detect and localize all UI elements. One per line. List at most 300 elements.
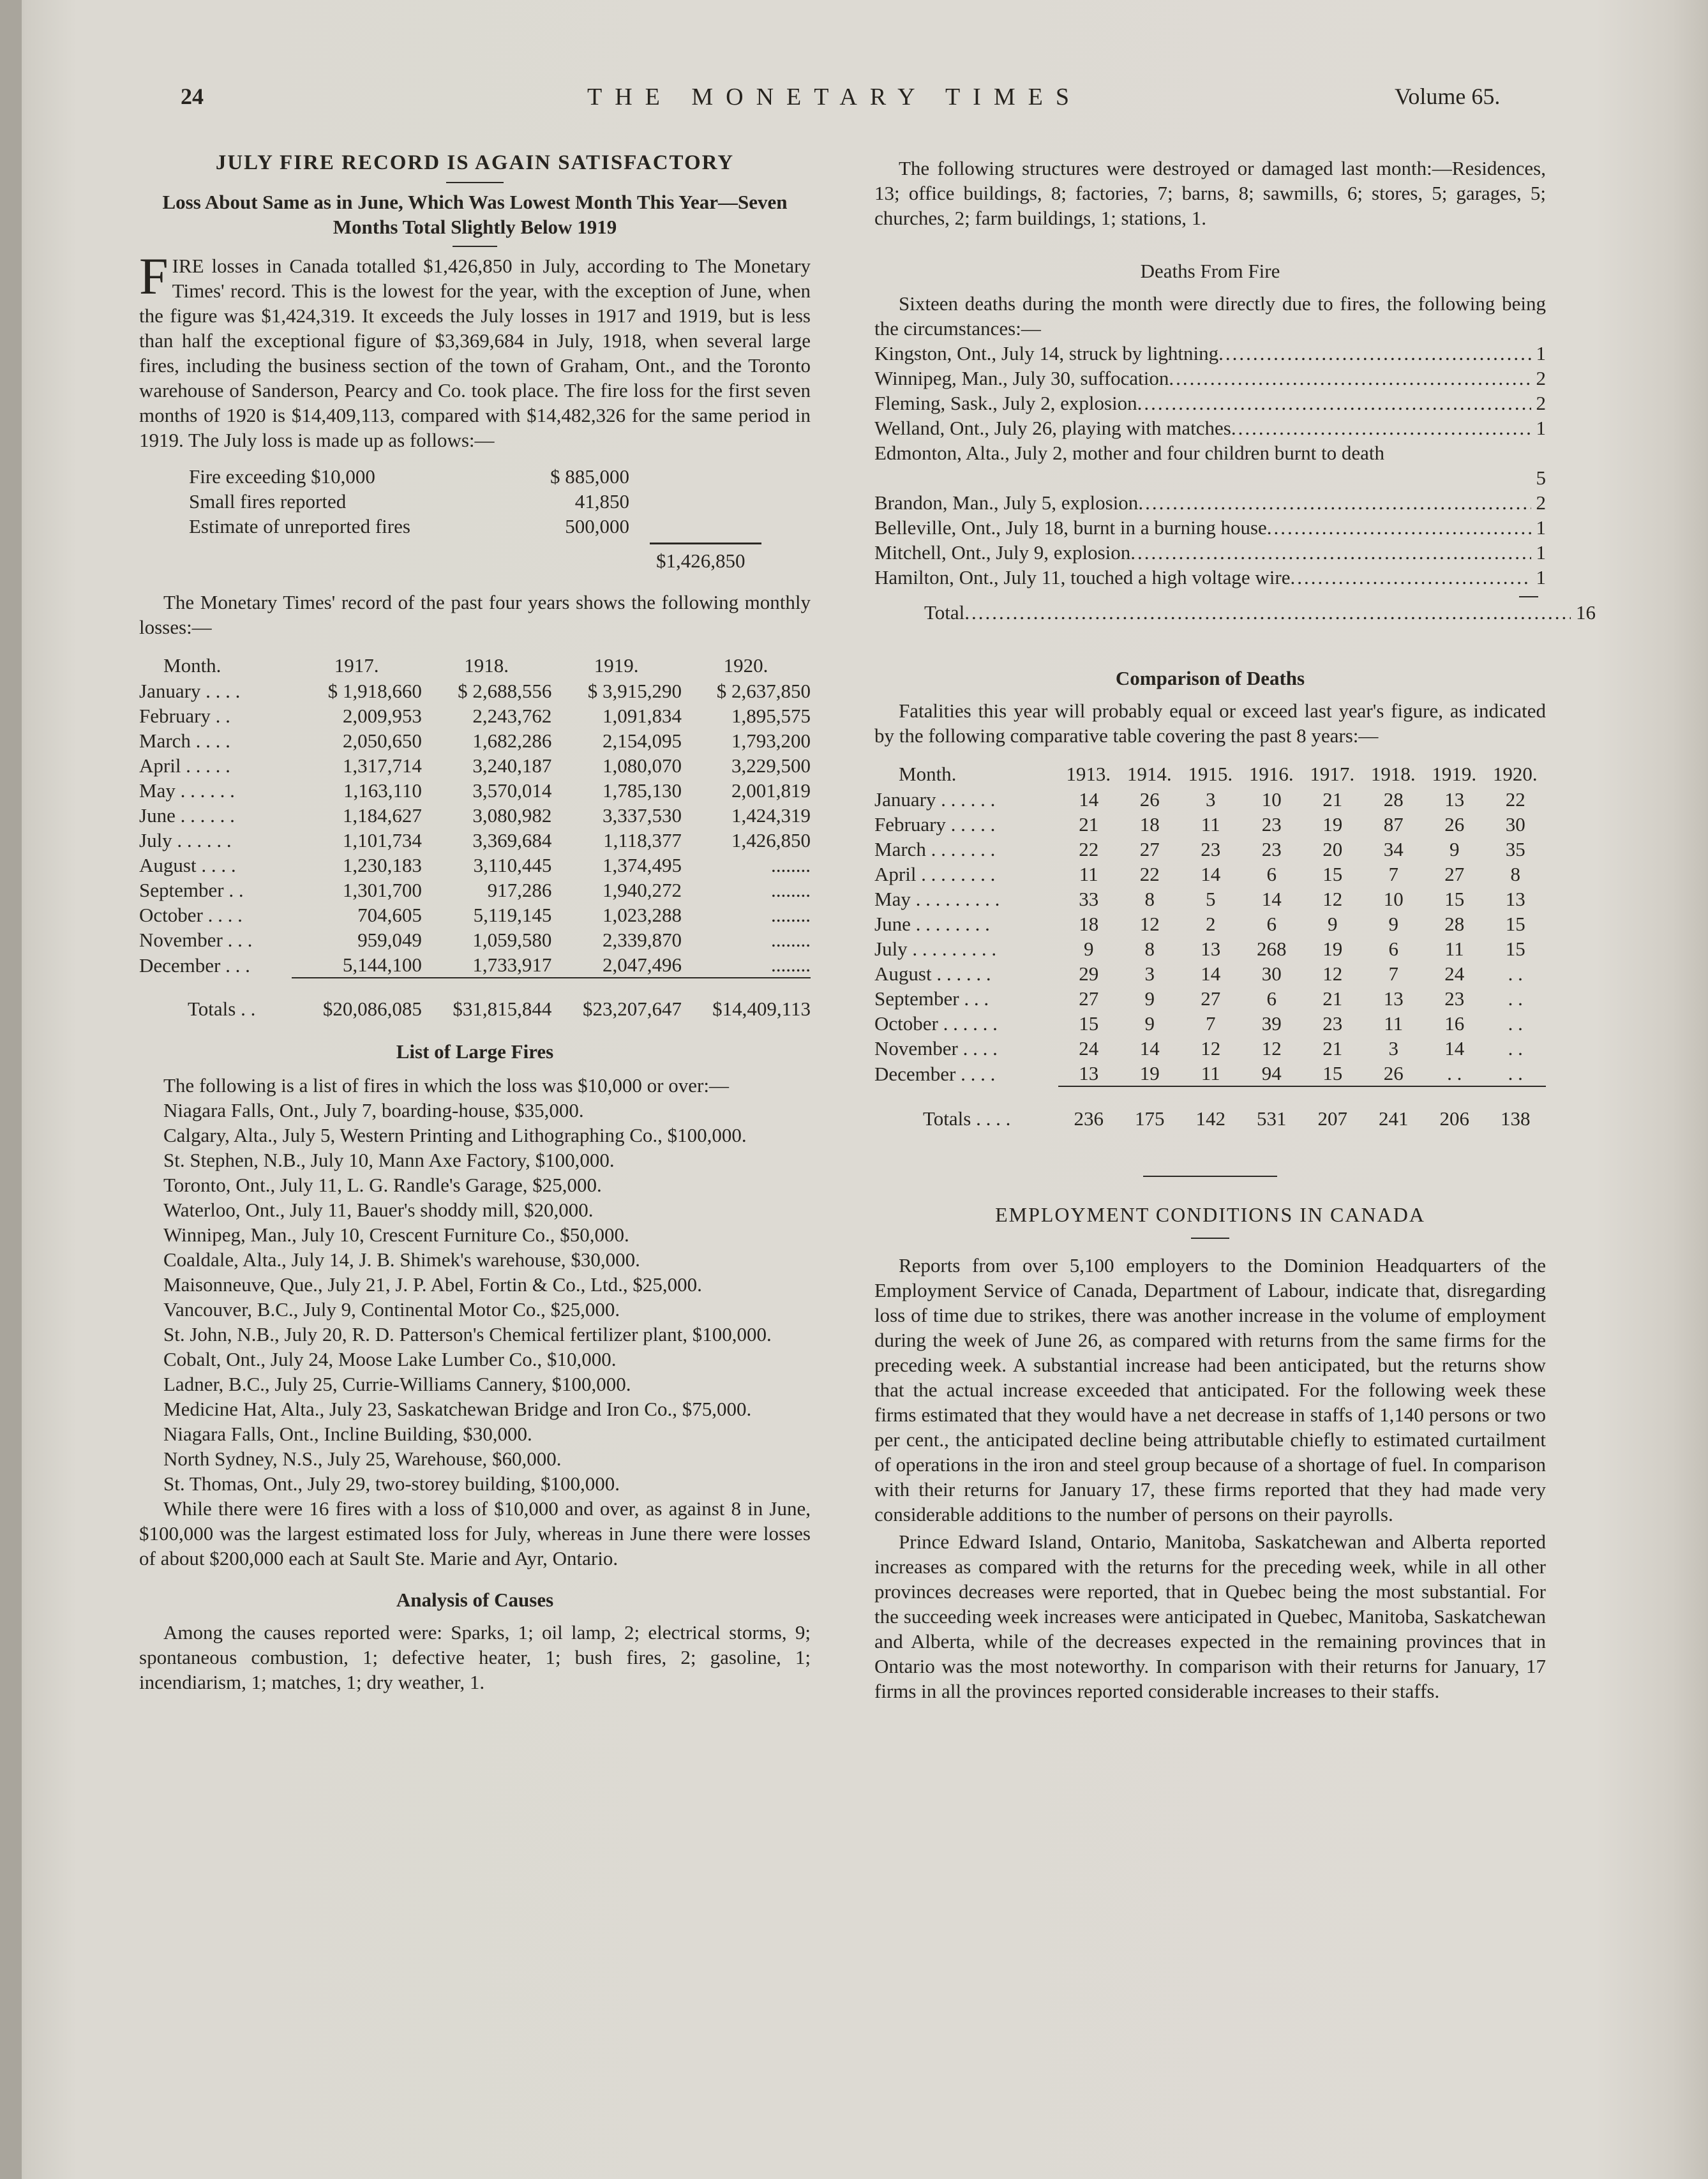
death-circumstance: Welland, Ont., July 26, playing with matches	[874, 417, 1231, 439]
comparison-value-cell: 6	[1266, 863, 1277, 885]
death-entry	[874, 341, 1546, 366]
comparison-value-cell: 11	[1079, 863, 1098, 885]
comparison-value-cell: 24	[1079, 1037, 1099, 1060]
monthly-row	[139, 878, 811, 902]
dot-leader	[1130, 540, 1531, 565]
deaths-intro: Sixteen deaths during the month were directly due to fires, the following being the circumstances:—	[874, 292, 1546, 340]
monthly-value-cell: 1,940,272	[602, 879, 682, 901]
deaths-total-label: Total	[924, 601, 965, 624]
comparison-value-cell: 15	[1322, 1062, 1343, 1084]
breakdown-value: $ 885,000	[550, 465, 629, 488]
comparison-value-cell: 14	[1201, 863, 1221, 885]
comparison-value-cell: 21	[1322, 1037, 1343, 1060]
comparison-value-cell: 22	[1079, 838, 1099, 860]
article-separator	[1143, 1176, 1277, 1177]
comparison-value-cell: 9	[1327, 913, 1338, 935]
comparison-value-cell: 23	[1261, 813, 1282, 835]
monthly-header-cell: 1920.	[723, 654, 768, 677]
monthly-value-cell: ........	[771, 854, 811, 876]
death-circumstance: Kingston, Ont., July 14, struck by lightning	[874, 342, 1219, 364]
structures-text: The following structures were destroyed or damaged last month:—Residences, 13; office buildings, 8; factories, 7; barns, 8; sawmills, 6; stores, 5; garages, 5; churches, 2; farm buildings, 1; stations, 1.	[874, 157, 1546, 229]
dot-leader	[1137, 391, 1531, 416]
comparison-value-cell: 21	[1322, 987, 1343, 1010]
publication-title: THE MONETARY TIMES	[587, 84, 1082, 110]
monthly-month-cell: January . . . .	[139, 680, 241, 702]
comparison-total-cell: 207	[1302, 1086, 1363, 1131]
large-fire-item: Medicine Hat, Alta., July 23, Saskatchewan Bridge and Iron Co., $75,000.	[163, 1398, 752, 1420]
intro-text: IRE losses in Canada totalled $1,426,850 in July, according to The Monetary Times' record. This is the lowest for the year, with the exception of June, when the figure was $1,424,319. It exceeds the July losses in 1917 and 1919, but is less than half the exceptional figure of $3,369,684 in July, 1918, when several large fires, including the business section of the town of Graham, Ont., and the Toronto warehouse of Sanderson, Pearcy and Co. took place. The fire loss for the first seven months of 1920 is $14,409,113, compared with $14,482,326 for the same period in 1919. The July loss is made up as follows:—	[139, 255, 811, 451]
death-circumstance: Belleville, Ont., July 18, burnt in a burning house	[874, 516, 1267, 539]
comparison-value-cell: 26	[1444, 813, 1465, 835]
monthly-month-cell: March . . . .	[139, 730, 230, 752]
comparison-value-cell: 19	[1322, 813, 1343, 835]
large-fire-item: Coaldale, Alta., July 14, J. B. Shimek's warehouse, $30,000.	[163, 1248, 640, 1271]
comparison-value-cell: 22	[1139, 863, 1160, 885]
comparison-header-cell: 1920.	[1492, 763, 1538, 785]
comparison-value-cell: 11	[1444, 938, 1464, 960]
monthly-value-cell: 2,009,953	[342, 705, 422, 727]
monthly-value-cell: 1,101,734	[342, 829, 422, 851]
monthly-value-cell: 1,793,200	[731, 730, 811, 752]
comparison-value-cell: 12	[1139, 913, 1160, 935]
large-fires-note: While there were 16 fires with a loss of $10,000 and over, as against 8 in June, $100,000 was the largest estimated loss for July, whereas in June there were losses of about $200,000 each at Sault Ste. Marie and Ayr, Ontario.	[139, 1497, 811, 1569]
large-fire-item: Toronto, Ont., July 11, L. G. Randle's Garage, $25,000.	[163, 1174, 602, 1196]
large-fire-item: St. Thomas, Ont., July 29, two-storey building, $100,000.	[163, 1472, 620, 1495]
comparison-row	[874, 936, 1546, 961]
comparison-row	[874, 837, 1546, 862]
large-fire-item: Ladner, B.C., July 25, Currie-Williams Cannery, $100,000.	[163, 1373, 631, 1395]
comparison-value-cell: 35	[1505, 838, 1525, 860]
monthly-value-cell: 3,110,445	[473, 854, 552, 876]
comparison-month-cell: July . . . . . . . . .	[874, 938, 997, 960]
comparison-value-cell: 26	[1139, 788, 1160, 811]
monthly-value-cell: 1,184,627	[342, 804, 422, 827]
monthly-month-cell: October . . . .	[139, 904, 243, 926]
monthly-value-cell: $ 2,637,850	[716, 680, 811, 702]
monthly-value-cell: 1,317,714	[342, 754, 422, 777]
comparison-row	[874, 862, 1546, 887]
monthly-month-cell: September . .	[139, 879, 244, 901]
monthly-value-cell: 1,424,319	[731, 804, 811, 827]
comparison-value-cell: 13	[1079, 1062, 1099, 1084]
dot-leader	[1138, 490, 1531, 515]
comparison-value-cell: 28	[1444, 913, 1465, 935]
comparison-value-cell: 14	[1079, 788, 1099, 811]
monthly-row	[139, 753, 811, 778]
comparison-value-cell: 12	[1322, 888, 1343, 910]
monthly-value-cell: 2,154,095	[602, 730, 682, 752]
comparison-value-cell: 7	[1388, 962, 1398, 985]
comparison-value-cell: 19	[1139, 1062, 1160, 1084]
monthly-value-cell: $ 3,915,290	[587, 680, 682, 702]
comparison-value-cell: . .	[1508, 1012, 1523, 1035]
employment-paragraph-2: Prince Edward Island, Ontario, Manitoba, Saskatchewan and Alberta reported increases as compared with the returns for the preceding week, while in all other provinces decreases were reported, that in Quebec being the most substantial. For the succeeding week increases were anticipated in Quebec, Manitoba, Saskatchewan and Alberta, while of the decreases expected in the remaining provinces that in Ontario was the most noteworthy. In comparison with their returns for January, 17 firms in all the provinces reported considerable increases to their staffs.	[874, 1531, 1546, 1702]
monthly-row	[139, 778, 811, 803]
monthly-value-cell: 1,426,850	[731, 829, 811, 851]
death-count: 1	[1536, 417, 1546, 439]
comparison-value-cell: 29	[1079, 962, 1099, 985]
death-count: 1	[1536, 342, 1546, 364]
comparison-value-cell: 39	[1261, 1012, 1282, 1035]
comparison-heading: Comparison of Deaths	[1115, 667, 1305, 689]
monthly-totals-label: Totals . .	[188, 997, 256, 1020]
monthly-losses-table	[139, 652, 811, 1021]
large-fires-intro: The following is a list of fires in which the loss was $10,000 or over:—	[163, 1074, 729, 1097]
employment-paragraph-1: Reports from over 5,100 employers to the Dominion Headquarters of the Employment Service of Canada, Department of Labour, indicate that, disregarding loss of time due to strikes, there was another increase in the volume of employment during the week of June 26, as compared with returns from the same firms for the preceding week. A substantial increase had been anticipated, but the returns show that the actual increase exceeded that anticipated. For the following week these firms estimated that they would have a net decrease in staffs of 1,140 persons or two per cent., the anticipated decline being attributable chiefly to estimated curtailment of operations in the iron and steel group because of a shortage of fuel. In comparison with their returns for January 17, these firms reported that they had made very considerable additions to the number of persons on their payrolls.	[874, 1254, 1546, 1525]
comparison-month-cell: April . . . . . . . .	[874, 863, 996, 885]
death-count: 1	[1536, 566, 1546, 588]
death-count: 1	[1536, 541, 1546, 564]
dot-leader	[1290, 565, 1531, 590]
breakdown-label: Small fires reported	[189, 490, 347, 513]
comparison-month-cell: August . . . . . .	[874, 962, 991, 985]
employment-title: EMPLOYMENT CONDITIONS IN CANADA	[995, 1203, 1425, 1226]
comparison-row	[874, 1011, 1546, 1036]
monthly-value-cell: 3,337,530	[602, 804, 682, 827]
breakdown-label: Estimate of unreported fires	[189, 515, 410, 537]
monthly-row	[139, 853, 811, 878]
death-circumstance: Hamilton, Ont., July 11, touched a high voltage wire	[874, 566, 1291, 588]
volume-label: Volume 65.	[1395, 84, 1501, 109]
monthly-value-cell: ........	[771, 904, 811, 926]
death-entry	[874, 440, 1546, 489]
comparison-row	[874, 1036, 1546, 1061]
comparison-row	[874, 961, 1546, 986]
breakdown-sum-rule	[650, 543, 761, 544]
monthly-value-cell: 704,605	[357, 904, 422, 926]
comparison-value-cell: 15	[1444, 888, 1465, 910]
monthly-header-cell: 1917.	[334, 654, 379, 677]
comparison-value-cell: 94	[1261, 1062, 1282, 1084]
large-fire-item: Winnipeg, Man., July 10, Crescent Furniture Co., $50,000.	[163, 1224, 629, 1246]
monthly-value-cell: 3,369,684	[472, 829, 552, 851]
comparison-value-cell: 6	[1388, 938, 1398, 960]
monthly-header-cell: 1918.	[464, 654, 509, 677]
deaths-total-row	[874, 600, 1596, 625]
comparison-value-cell: 6	[1266, 987, 1277, 1010]
comparison-value-cell: 11	[1201, 1062, 1220, 1084]
monthly-value-cell: ........	[771, 879, 811, 901]
comparison-value-cell: 19	[1322, 938, 1343, 960]
comparison-header-cell: 1914.	[1127, 763, 1172, 785]
comparison-value-cell: 21	[1079, 813, 1099, 835]
monthly-total-cell: $14,409,113	[682, 978, 811, 1021]
comparison-value-cell: 14	[1444, 1037, 1465, 1060]
monthly-value-cell: 2,001,819	[731, 779, 811, 802]
comparison-totals-label: Totals . . . .	[923, 1107, 1011, 1130]
monthly-row	[139, 728, 811, 753]
comparison-value-cell: 18	[1079, 913, 1099, 935]
death-entry	[874, 515, 1546, 540]
comparison-value-cell: 10	[1383, 888, 1404, 910]
comparison-value-cell: . .	[1508, 987, 1523, 1010]
comparison-value-cell: 24	[1444, 962, 1465, 985]
monthly-value-cell: 2,243,762	[472, 705, 552, 727]
monthly-total-cell: $20,086,085	[292, 978, 422, 1021]
comparison-value-cell: 14	[1261, 888, 1282, 910]
comparison-value-cell: 9	[1449, 838, 1460, 860]
large-fire-item: Cobalt, Ont., July 24, Moose Lake Lumber Co., $10,000.	[163, 1348, 617, 1370]
comparison-header-cell: 1919.	[1432, 763, 1477, 785]
monthly-row	[139, 703, 811, 728]
monthly-value-cell: 1,230,183	[342, 854, 422, 876]
comparison-header-cell: 1915.	[1188, 763, 1233, 785]
comparison-month-cell: February . . . . .	[874, 813, 996, 835]
comparison-value-cell: 10	[1261, 788, 1282, 811]
monthly-value-cell: 3,240,187	[472, 754, 552, 777]
deaths-sum-rule	[1519, 596, 1538, 597]
death-count: 2	[1536, 392, 1546, 414]
monthly-month-cell: February . .	[139, 705, 230, 727]
comparison-intro: Fatalities this year will probably equal or exceed last year's figure, as indicated by the following comparative table covering the past 8 years:—	[874, 700, 1546, 747]
comparison-value-cell: 15	[1505, 938, 1525, 960]
death-entry	[874, 565, 1546, 590]
comparison-value-cell: 5	[1205, 888, 1216, 910]
article-subtitle: Loss About Same as in June, Which Was Lowest Month This Year—Seven Months Total Slightly Below 1919	[162, 191, 788, 238]
comparison-value-cell: 14	[1139, 1037, 1160, 1060]
comparison-month-cell: May . . . . . . . . .	[874, 888, 1000, 910]
death-entry	[874, 416, 1546, 440]
title-rule	[446, 182, 504, 183]
comparison-total-cell: 531	[1241, 1086, 1302, 1131]
large-fire-item: St. John, N.B., July 20, R. D. Patterson's Chemical fertilizer plant, $100,000.	[163, 1323, 772, 1345]
monthly-header-cell: 1919.	[594, 654, 639, 677]
large-fire-item: St. Stephen, N.B., July 10, Mann Axe Factory, $100,000.	[163, 1149, 615, 1171]
page-binding-shadow	[0, 0, 22, 2179]
comparison-month-cell: November . . . .	[874, 1037, 998, 1060]
death-entry	[874, 366, 1546, 391]
comparison-value-cell: 7	[1205, 1012, 1216, 1035]
comparison-value-cell: 12	[1261, 1037, 1282, 1060]
comparison-header-cell: 1913.	[1066, 763, 1111, 785]
monthly-value-cell: 3,080,982	[472, 804, 552, 827]
article-title: JULY FIRE RECORD IS AGAIN SATISFACTORY	[215, 151, 735, 174]
comparison-value-cell: 21	[1322, 788, 1343, 811]
comparison-value-cell: 28	[1383, 788, 1404, 811]
comparison-total-cell: 236	[1058, 1086, 1120, 1131]
comparison-row	[874, 1061, 1546, 1086]
breakdown-label: Fire exceeding $10,000	[189, 465, 375, 488]
monthly-month-cell: June . . . . . .	[139, 804, 235, 827]
dot-leader	[1267, 515, 1531, 540]
monthly-value-cell: 1,059,580	[472, 929, 552, 951]
death-circumstance: Edmonton, Alta., July 2, mother and four children burnt to death	[874, 442, 1384, 464]
comparison-value-cell: 30	[1505, 813, 1525, 835]
comparison-value-cell: 18	[1139, 813, 1160, 835]
monthly-row	[139, 678, 811, 703]
comparison-value-cell: 13	[1201, 938, 1221, 960]
monthly-value-cell: 1,080,070	[602, 754, 682, 777]
comparison-month-cell: March . . . . . . .	[874, 838, 996, 860]
comparison-value-cell: . .	[1508, 1062, 1523, 1084]
comparison-value-cell: 11	[1384, 1012, 1404, 1035]
comparison-row	[874, 911, 1546, 936]
monthly-value-cell: 917,286	[487, 879, 552, 901]
large-fire-item: Waterloo, Ont., July 11, Bauer's shoddy mill, $20,000.	[163, 1199, 594, 1221]
monthly-value-cell: 5,119,145	[473, 904, 552, 926]
comparison-value-cell: 13	[1383, 987, 1404, 1010]
comparison-value-cell: 11	[1201, 813, 1220, 835]
employment-rule	[1191, 1238, 1229, 1239]
monthly-value-cell: 959,049	[357, 929, 422, 951]
comparison-value-cell: 15	[1079, 1012, 1099, 1035]
death-circumstance: Winnipeg, Man., July 30, suffocation	[874, 367, 1169, 389]
comparison-header-cell: 1918.	[1370, 763, 1416, 785]
monthly-value-cell: ........	[771, 929, 811, 951]
comparison-value-cell: 30	[1261, 962, 1282, 985]
comparison-value-cell: 23	[1444, 987, 1465, 1010]
deaths-total-value: 16	[1576, 601, 1596, 624]
causes-heading: Analysis of Causes	[396, 1589, 554, 1611]
comparison-header-cell: 1916.	[1248, 763, 1294, 785]
monthly-value-cell: 1,301,700	[342, 879, 422, 901]
comparison-total-cell: 138	[1485, 1086, 1546, 1131]
comparison-value-cell: 13	[1505, 888, 1525, 910]
death-count: 5	[1536, 467, 1546, 489]
death-circumstance: Mitchell, Ont., July 9, explosion	[874, 541, 1131, 564]
monthly-value-cell: 1,733,917	[472, 954, 552, 976]
comparison-total-cell: 142	[1180, 1086, 1241, 1131]
comparison-row	[874, 887, 1546, 911]
comparison-row	[874, 986, 1546, 1011]
comparison-value-cell: 22	[1505, 788, 1525, 811]
comparison-row	[874, 812, 1546, 837]
comparison-total-cell: 241	[1363, 1086, 1424, 1131]
monthly-month-cell: December . . .	[139, 954, 250, 977]
dot-leader	[1231, 416, 1531, 440]
comparison-month-cell: October . . . . . .	[874, 1012, 998, 1035]
death-count: 1	[1536, 516, 1546, 539]
comparison-value-cell: . .	[1508, 1037, 1523, 1060]
left-column	[139, 148, 811, 1695]
death-entry	[874, 540, 1546, 565]
breakdown-row	[189, 514, 629, 539]
large-fire-item: Vancouver, B.C., July 9, Continental Motor Co., $25,000.	[163, 1298, 620, 1321]
deaths-list	[874, 341, 1546, 590]
comparison-table	[874, 761, 1546, 1131]
monthly-value-cell: 1,091,834	[602, 705, 682, 727]
monthly-total-cell: $31,815,844	[422, 978, 552, 1021]
breakdown-total: $1,426,850	[656, 550, 745, 572]
comparison-value-cell: 3	[1388, 1037, 1398, 1060]
subtitle-rule	[453, 246, 497, 247]
death-circumstance: Brandon, Man., July 5, explosion	[874, 491, 1139, 514]
large-fire-item: Calgary, Alta., July 5, Western Printing and Lithographing Co., $100,000.	[163, 1124, 747, 1146]
comparison-value-cell: 34	[1383, 838, 1404, 860]
comparison-value-cell: 26	[1383, 1062, 1404, 1084]
loss-breakdown-table	[189, 464, 629, 539]
comparison-value-cell: . .	[1508, 962, 1523, 985]
comparison-value-cell: 33	[1079, 888, 1099, 910]
comparison-value-cell: 9	[1083, 938, 1094, 960]
monthly-value-cell: $ 1,918,660	[327, 680, 422, 702]
comparison-value-cell: 12	[1201, 1037, 1221, 1060]
monthly-value-cell: 1,682,286	[472, 730, 552, 752]
comparison-value-cell: 8	[1510, 863, 1520, 885]
large-fires-list	[139, 1098, 811, 1496]
monthly-month-cell: August . . . .	[139, 854, 236, 876]
comparison-month-cell: January . . . . . .	[874, 788, 996, 811]
monthly-value-cell: 1,374,495	[602, 854, 682, 876]
monthly-month-cell: May . . . . . .	[139, 779, 235, 802]
comparison-value-cell: 27	[1139, 838, 1160, 860]
comparison-total-cell: 175	[1119, 1086, 1180, 1131]
comparison-month-cell: June . . . . . . . .	[874, 913, 990, 935]
deaths-heading: Deaths From Fire	[1140, 260, 1280, 282]
death-count: 2	[1536, 491, 1546, 514]
death-circumstance: Fleming, Sask., July 2, explosion	[874, 392, 1137, 414]
monthly-value-cell: 2,050,650	[342, 730, 422, 752]
large-fire-item: Maisonneuve, Que., July 21, J. P. Abel, Fortin & Co., Ltd., $25,000.	[163, 1273, 702, 1296]
death-count: 2	[1536, 367, 1546, 389]
comparison-month-cell: September . . .	[874, 987, 989, 1010]
monthly-value-cell: 1,785,130	[602, 779, 682, 802]
drop-cap: F	[139, 247, 169, 305]
comparison-value-cell: 15	[1322, 863, 1343, 885]
dot-leader	[1169, 366, 1531, 391]
comparison-value-cell: 3	[1144, 962, 1155, 985]
monthly-month-cell: July . . . . . .	[139, 829, 232, 851]
comparison-value-cell: . .	[1447, 1062, 1462, 1084]
large-fire-item: Niagara Falls, Ont., July 7, boarding-house, $35,000.	[163, 1099, 584, 1121]
comparison-value-cell: 6	[1266, 913, 1277, 935]
monthly-row	[139, 952, 811, 978]
breakdown-value: 500,000	[565, 515, 629, 537]
monthly-row	[139, 803, 811, 828]
comparison-value-cell: 87	[1383, 813, 1404, 835]
dot-leader	[1218, 341, 1531, 366]
comparison-value-cell: 9	[1388, 913, 1398, 935]
monthly-value-cell: ........	[771, 954, 811, 976]
monthly-header-cell: Month.	[163, 654, 221, 677]
breakdown-row	[189, 464, 629, 489]
comparison-value-cell: 9	[1144, 1012, 1155, 1035]
monthly-value-cell: 1,895,575	[731, 705, 811, 727]
large-fire-item: Niagara Falls, Ont., Incline Building, $30,000.	[163, 1423, 532, 1445]
monthly-value-cell: 1,023,288	[602, 904, 682, 926]
monthly-month-cell: April . . . . .	[139, 754, 230, 777]
comparison-value-cell: 16	[1444, 1012, 1465, 1035]
large-fire-item: North Sydney, N.S., July 25, Warehouse, $60,000.	[163, 1448, 562, 1470]
comparison-value-cell: 23	[1322, 1012, 1343, 1035]
monthly-value-cell: 3,229,500	[731, 754, 811, 777]
comparison-month-cell: December . . . .	[874, 1062, 996, 1085]
monthly-value-cell: 5,144,100	[342, 954, 422, 976]
monthly-value-cell: 2,339,870	[602, 929, 682, 951]
monthly-row	[139, 902, 811, 927]
breakdown-row	[189, 489, 629, 514]
causes-text: Among the causes reported were: Sparks, 1; oil lamp, 2; electrical storms, 9; spontaneous combustion, 1; defective heater, 1; bush fires, 2; gasoline, 1; incendiarism, 1; matches, 1; dry weather, 1.	[139, 1621, 811, 1693]
comparison-value-cell: 8	[1144, 938, 1155, 960]
comparison-value-cell: 2	[1205, 913, 1216, 935]
right-column	[874, 148, 1596, 1704]
comparison-total-cell: 206	[1424, 1086, 1485, 1131]
comparison-value-cell: 23	[1201, 838, 1221, 860]
comparison-value-cell: 12	[1322, 962, 1343, 985]
monthly-value-cell: 1,118,377	[603, 829, 682, 851]
comparison-value-cell: 20	[1322, 838, 1343, 860]
comparison-value-cell: 8	[1144, 888, 1155, 910]
page-number: 24	[181, 84, 204, 109]
monthly-month-cell: November . . .	[139, 929, 253, 951]
comparison-header-cell: Month.	[899, 763, 957, 785]
monthly-value-cell: 3,570,014	[472, 779, 552, 802]
comparison-value-cell: 14	[1201, 962, 1221, 985]
monthly-row	[139, 828, 811, 853]
breakdown-value: 41,850	[574, 490, 629, 513]
comparison-value-cell: 27	[1079, 987, 1099, 1010]
comparison-value-cell: 268	[1256, 938, 1287, 960]
